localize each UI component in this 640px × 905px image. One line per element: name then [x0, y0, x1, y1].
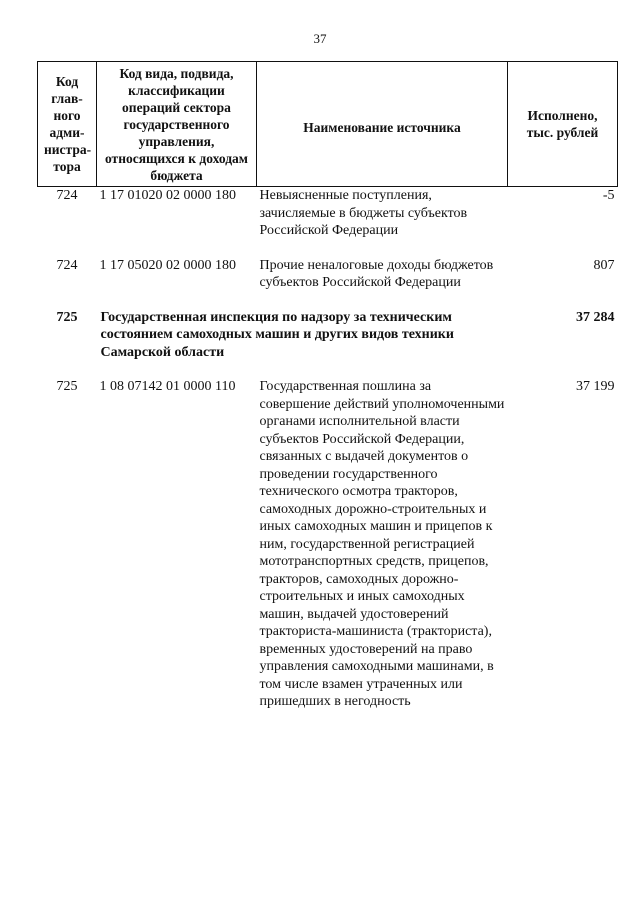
header-admin-code-text: Код глав-ного адми-нистра-тора — [44, 74, 92, 174]
row-spacer — [38, 240, 618, 257]
header-amount-text: Исполнено, тыс. рублей — [526, 108, 599, 140]
group-admin-code: 725 — [56, 309, 78, 325]
table-row — [38, 187, 618, 240]
page-number: 37 — [313, 31, 327, 46]
budget-income-table — [37, 61, 618, 711]
table-header-row — [38, 62, 618, 187]
row-income-code: 1 08 07142 01 0000 110 — [99, 379, 236, 394]
header-source-name — [257, 62, 508, 187]
header-income-code — [97, 62, 257, 187]
group-name: Государственная инспекция по надзору за техническим состоянием самоходных машин и других видов техники Самарской области — [100, 309, 454, 360]
table-row — [38, 378, 618, 711]
table-row — [38, 257, 618, 292]
row-source-name: Государственная пошлина за совершение действий уполномоченными органами исполнительной власти субъектов Российской Федерации, связанных с выдачей документов о проведении государственного технического осмотра тракторов, самоходных дорожно-строительных и иных самоходных машин и прицепов к ним, государственной регистрацией мототранспортных средств, прицепов, тракторов, самоходных дорожно-строительных и иных самоходных машин, выдачей удостоверений тракториста-машиниста (тракториста), временных удостоверений на право управления самоходными машинами, в том числе взамен утраченных или пришедших в негодность — [259, 379, 505, 709]
row-spacer — [38, 361, 618, 378]
row-source-name: Невыясненные поступления, зачисляемые в бюджеты субъектов Российской Федерации — [259, 188, 468, 238]
row-income-code: 1 17 01020 02 0000 180 — [99, 188, 236, 203]
row-source-name: Прочие неналоговые доходы бюджетов субъектов Российской Федерации — [259, 257, 494, 290]
row-amount: -5 — [602, 188, 615, 203]
row-amount: 807 — [593, 257, 615, 273]
group-header-row — [38, 309, 618, 362]
header-admin-code — [38, 62, 97, 187]
row-spacer — [38, 292, 618, 309]
header-amount — [508, 62, 618, 187]
header-income-code-text: Код вида, подвида, классификации операций сектора государственного управления, относящихся к доходам бюджета — [104, 65, 248, 183]
row-income-code: 1 17 05020 02 0000 180 — [99, 257, 236, 273]
group-amount: 37 284 — [576, 309, 615, 325]
row-admin-code: 724 — [56, 257, 78, 273]
row-admin-code: 724 — [56, 188, 78, 203]
header-source-name-text: Наименование источника — [303, 119, 461, 135]
row-amount: 37 199 — [576, 379, 615, 394]
row-admin-code: 725 — [56, 379, 78, 394]
